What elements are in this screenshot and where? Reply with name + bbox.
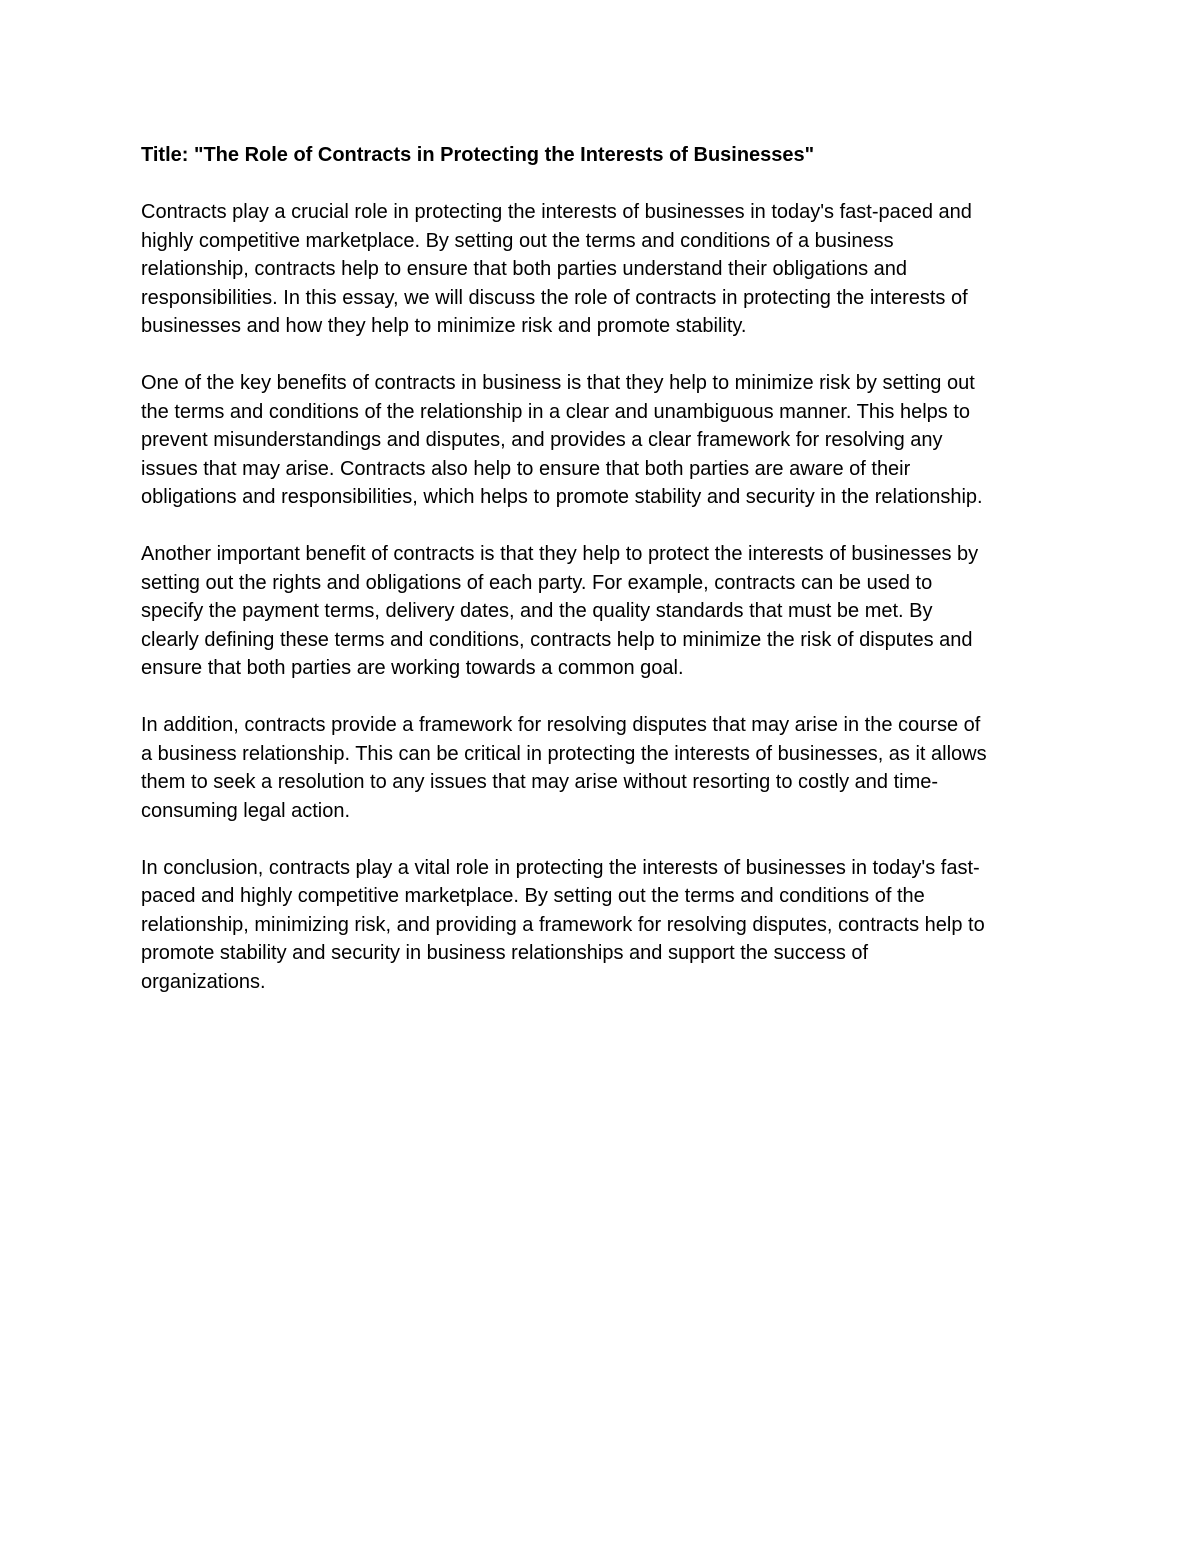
paragraph-intro [141,198,1061,341]
text-line: Another important benefit of contracts is that they help to protect the interests of businesses by [141,543,979,565]
text-line: issues that may arise. Contracts also help to ensure that both parties are aware of their [141,457,911,480]
document-title: Title: "The Role of Contracts in Protecting the Interests of Businesses" [141,144,815,166]
text-line: relationship, minimizing risk, and providing a framework for resolving disputes, contracts help to [141,913,985,936]
text-line: prevent misunderstandings and disputes, and provides a clear framework for resolving any [141,429,943,451]
text-line: businesses and how they help to minimize risk and promote stability. [141,315,747,337]
text-line: In conclusion, contracts play a vital role in protecting the interests of businesses in today's fast- [141,856,980,879]
text-line: In addition, contracts provide a framework for resolving disputes that may arise in the course of [141,714,981,736]
text-line: relationship, contracts help to ensure that both parties understand their obligations and [141,258,908,280]
paragraph-dispute-resolution [141,711,1061,825]
paragraph-conclusion [141,854,1061,997]
text-line: One of the key benefits of contracts in business is that they help to minimize risk by setting out [141,372,975,394]
text-line: obligations and responsibilities, which helps to promote stability and security in the relationship. [141,486,983,508]
paragraph-protect-interests [141,540,1061,683]
text-line: paced and highly competitive marketplace. By setting out the terms and conditions of the [141,885,925,907]
text-line: highly competitive marketplace. By setting out the terms and conditions of a business [141,229,894,252]
text-line: setting out the rights and obligations of each party. For example, contracts can be used to [141,571,933,594]
text-line: Contracts play a crucial role in protecting the interests of businesses in today's fast-paced and [141,201,972,223]
text-line: consuming legal action. [141,799,351,822]
text-line: clearly defining these terms and conditions, contracts help to minimize the risk of disputes and [141,628,973,651]
text-line: a business relationship. This can be critical in protecting the interests of businesses, as it allows [141,742,987,765]
text-line: responsibilities. In this essay, we will discuss the role of contracts in protecting the interests of [141,286,968,309]
text-line: specify the payment terms, delivery dates, and the quality standards that must be met. By [141,600,933,622]
text-line: organizations. [141,970,266,993]
text-line: ensure that both parties are working towards a common goal. [141,657,684,679]
text-line: the terms and conditions of the relationship in a clear and unambiguous manner. This helps to [141,400,971,423]
paragraph-minimize-risk [141,369,1061,512]
text-line: promote stability and security in business relationships and support the success of [141,942,869,964]
document-body [141,141,1061,1025]
text-line: them to seek a resolution to any issues that may arise without resorting to costly and time- [141,771,939,793]
